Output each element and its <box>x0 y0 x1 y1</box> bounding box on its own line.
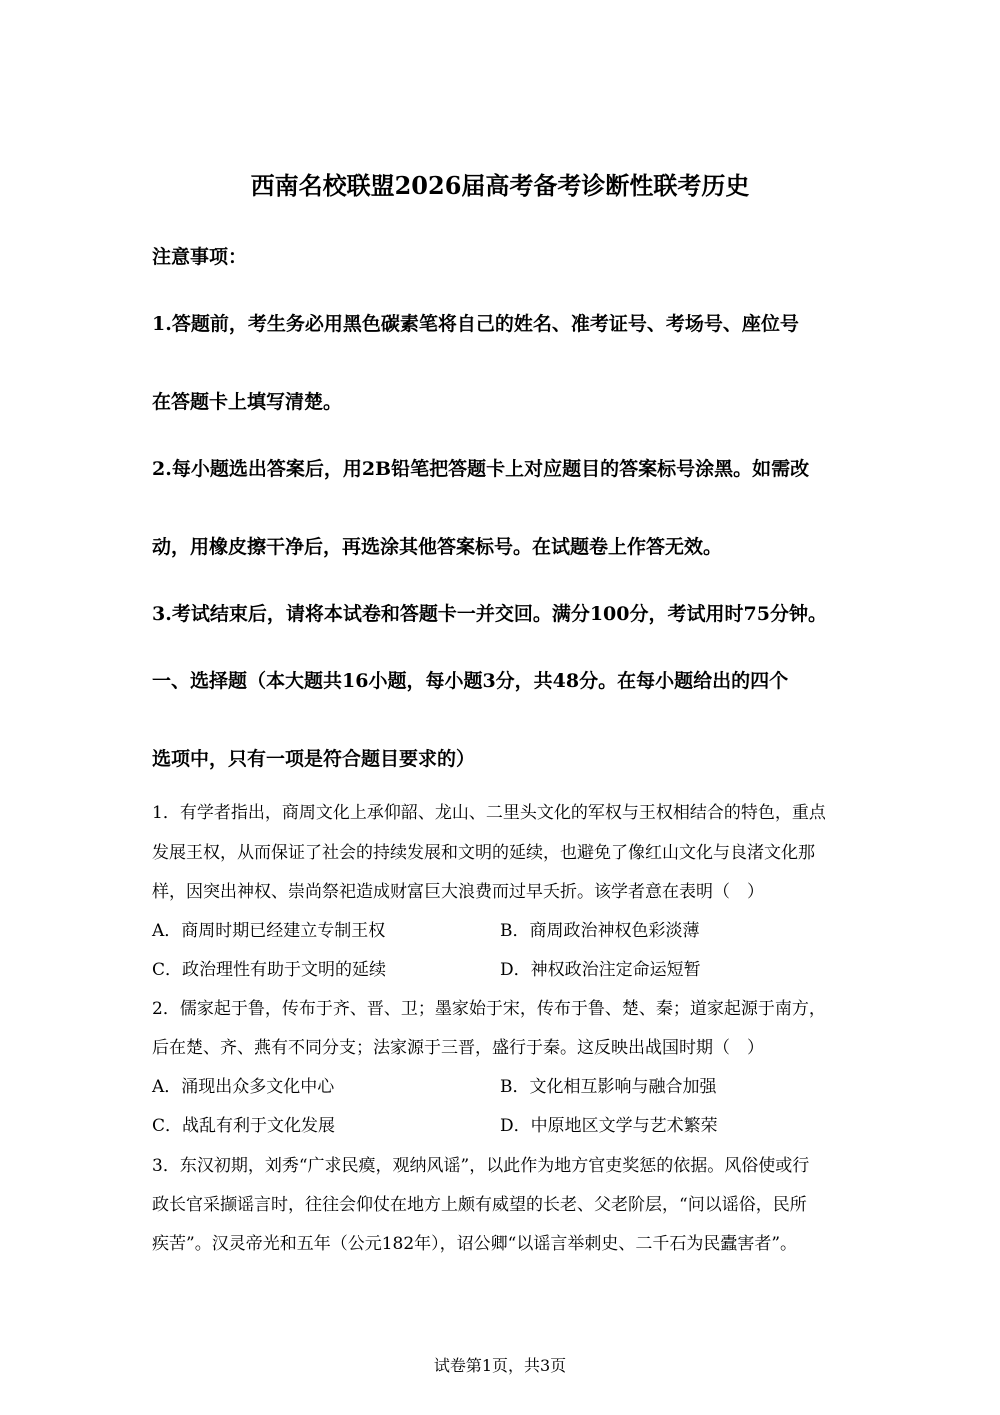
question-1-line-3: 样，因突出神权、崇尚祭祀造成财富巨大浪费而过早夭折。该学者意在表明（ ） <box>152 882 764 902</box>
question-2-option-c: C．战乱有利于文化发展 <box>152 1116 336 1136</box>
section-heading-line-2: 选项中，只有一项是符合题目要求的） <box>152 748 476 770</box>
question-3-line-2: 政长官采撷谣言时，往往会仰仗在地方上颇有威望的长老、父老阶层，“问以谣俗，民所 <box>152 1195 807 1215</box>
question-1-line-2: 发展王权，从而保证了社会的持续发展和文明的延续，也避免了像红山文化与良渚文化那 <box>152 843 815 863</box>
question-2-line-2: 后在楚、齐、燕有不同分支；法家源于三晋，盛行于秦。这反映出战国时期（ ） <box>152 1038 764 1058</box>
question-1-option-d: D．神权政治注定命运短暂 <box>500 960 701 980</box>
question-2-option-d: D．中原地区文学与艺术繁荣 <box>500 1116 718 1136</box>
question-1-line-1: 1．有学者指出，商周文化上承仰韶、龙山、二里头文化的军权与王权相结合的特色，重点 <box>152 803 826 823</box>
notice-heading: 注意事项： <box>152 246 248 268</box>
notice-line-1: 1.答题前，考生务必用黑色碳素笔将自己的姓名、准考证号、考场号、座位号 <box>152 313 799 335</box>
question-2-option-b: B．文化相互影响与融合加强 <box>500 1077 717 1097</box>
question-2-line-1: 2．儒家起于鲁，传布于齐、晋、卫；墨家始于宋，传布于鲁、楚、秦；道家起源于南方， <box>152 999 826 1019</box>
page-footer: 试卷第1页，共3页 <box>433 1356 567 1375</box>
section-heading-line-1: 一、选择题（本大题共16小题，每小题3分，共48分。在每小题给出的四个 <box>152 670 789 692</box>
question-1-option-c: C．政治理性有助于文明的延续 <box>152 960 387 980</box>
question-3-line-3: 疾苦”。汉灵帝光和五年（公元182年），诏公卿“以谣言举刺史、二千石为民蠹害者”。 <box>152 1234 798 1254</box>
notice-line-5: 3.考试结束后，请将本试卷和答题卡一并交回。满分100分，考试用时75分钟。 <box>152 603 827 625</box>
notice-line-3: 2.每小题选出答案后，用2B铅笔把答题卡上对应题目的答案标号涂黑。如需改 <box>152 458 810 480</box>
question-1-option-b: B．商周政治神权色彩淡薄 <box>500 921 700 941</box>
notice-line-4: 动，用橡皮擦干净后，再选涂其他答案标号。在试题卷上作答无效。 <box>152 536 723 558</box>
question-3-line-1: 3．东汉初期，刘秀“广求民瘼，观纳风谣”，以此作为地方官吏奖惩的依据。风俗使或行 <box>152 1156 810 1176</box>
notice-line-2: 在答题卡上填写清楚。 <box>152 391 343 413</box>
question-1-option-a: A．商周时期已经建立专制王权 <box>152 921 386 941</box>
question-2-option-a: A．涌现出众多文化中心 <box>152 1077 335 1097</box>
exam-title: 西南名校联盟2026届高考备考诊断性联考历史 <box>250 171 750 200</box>
